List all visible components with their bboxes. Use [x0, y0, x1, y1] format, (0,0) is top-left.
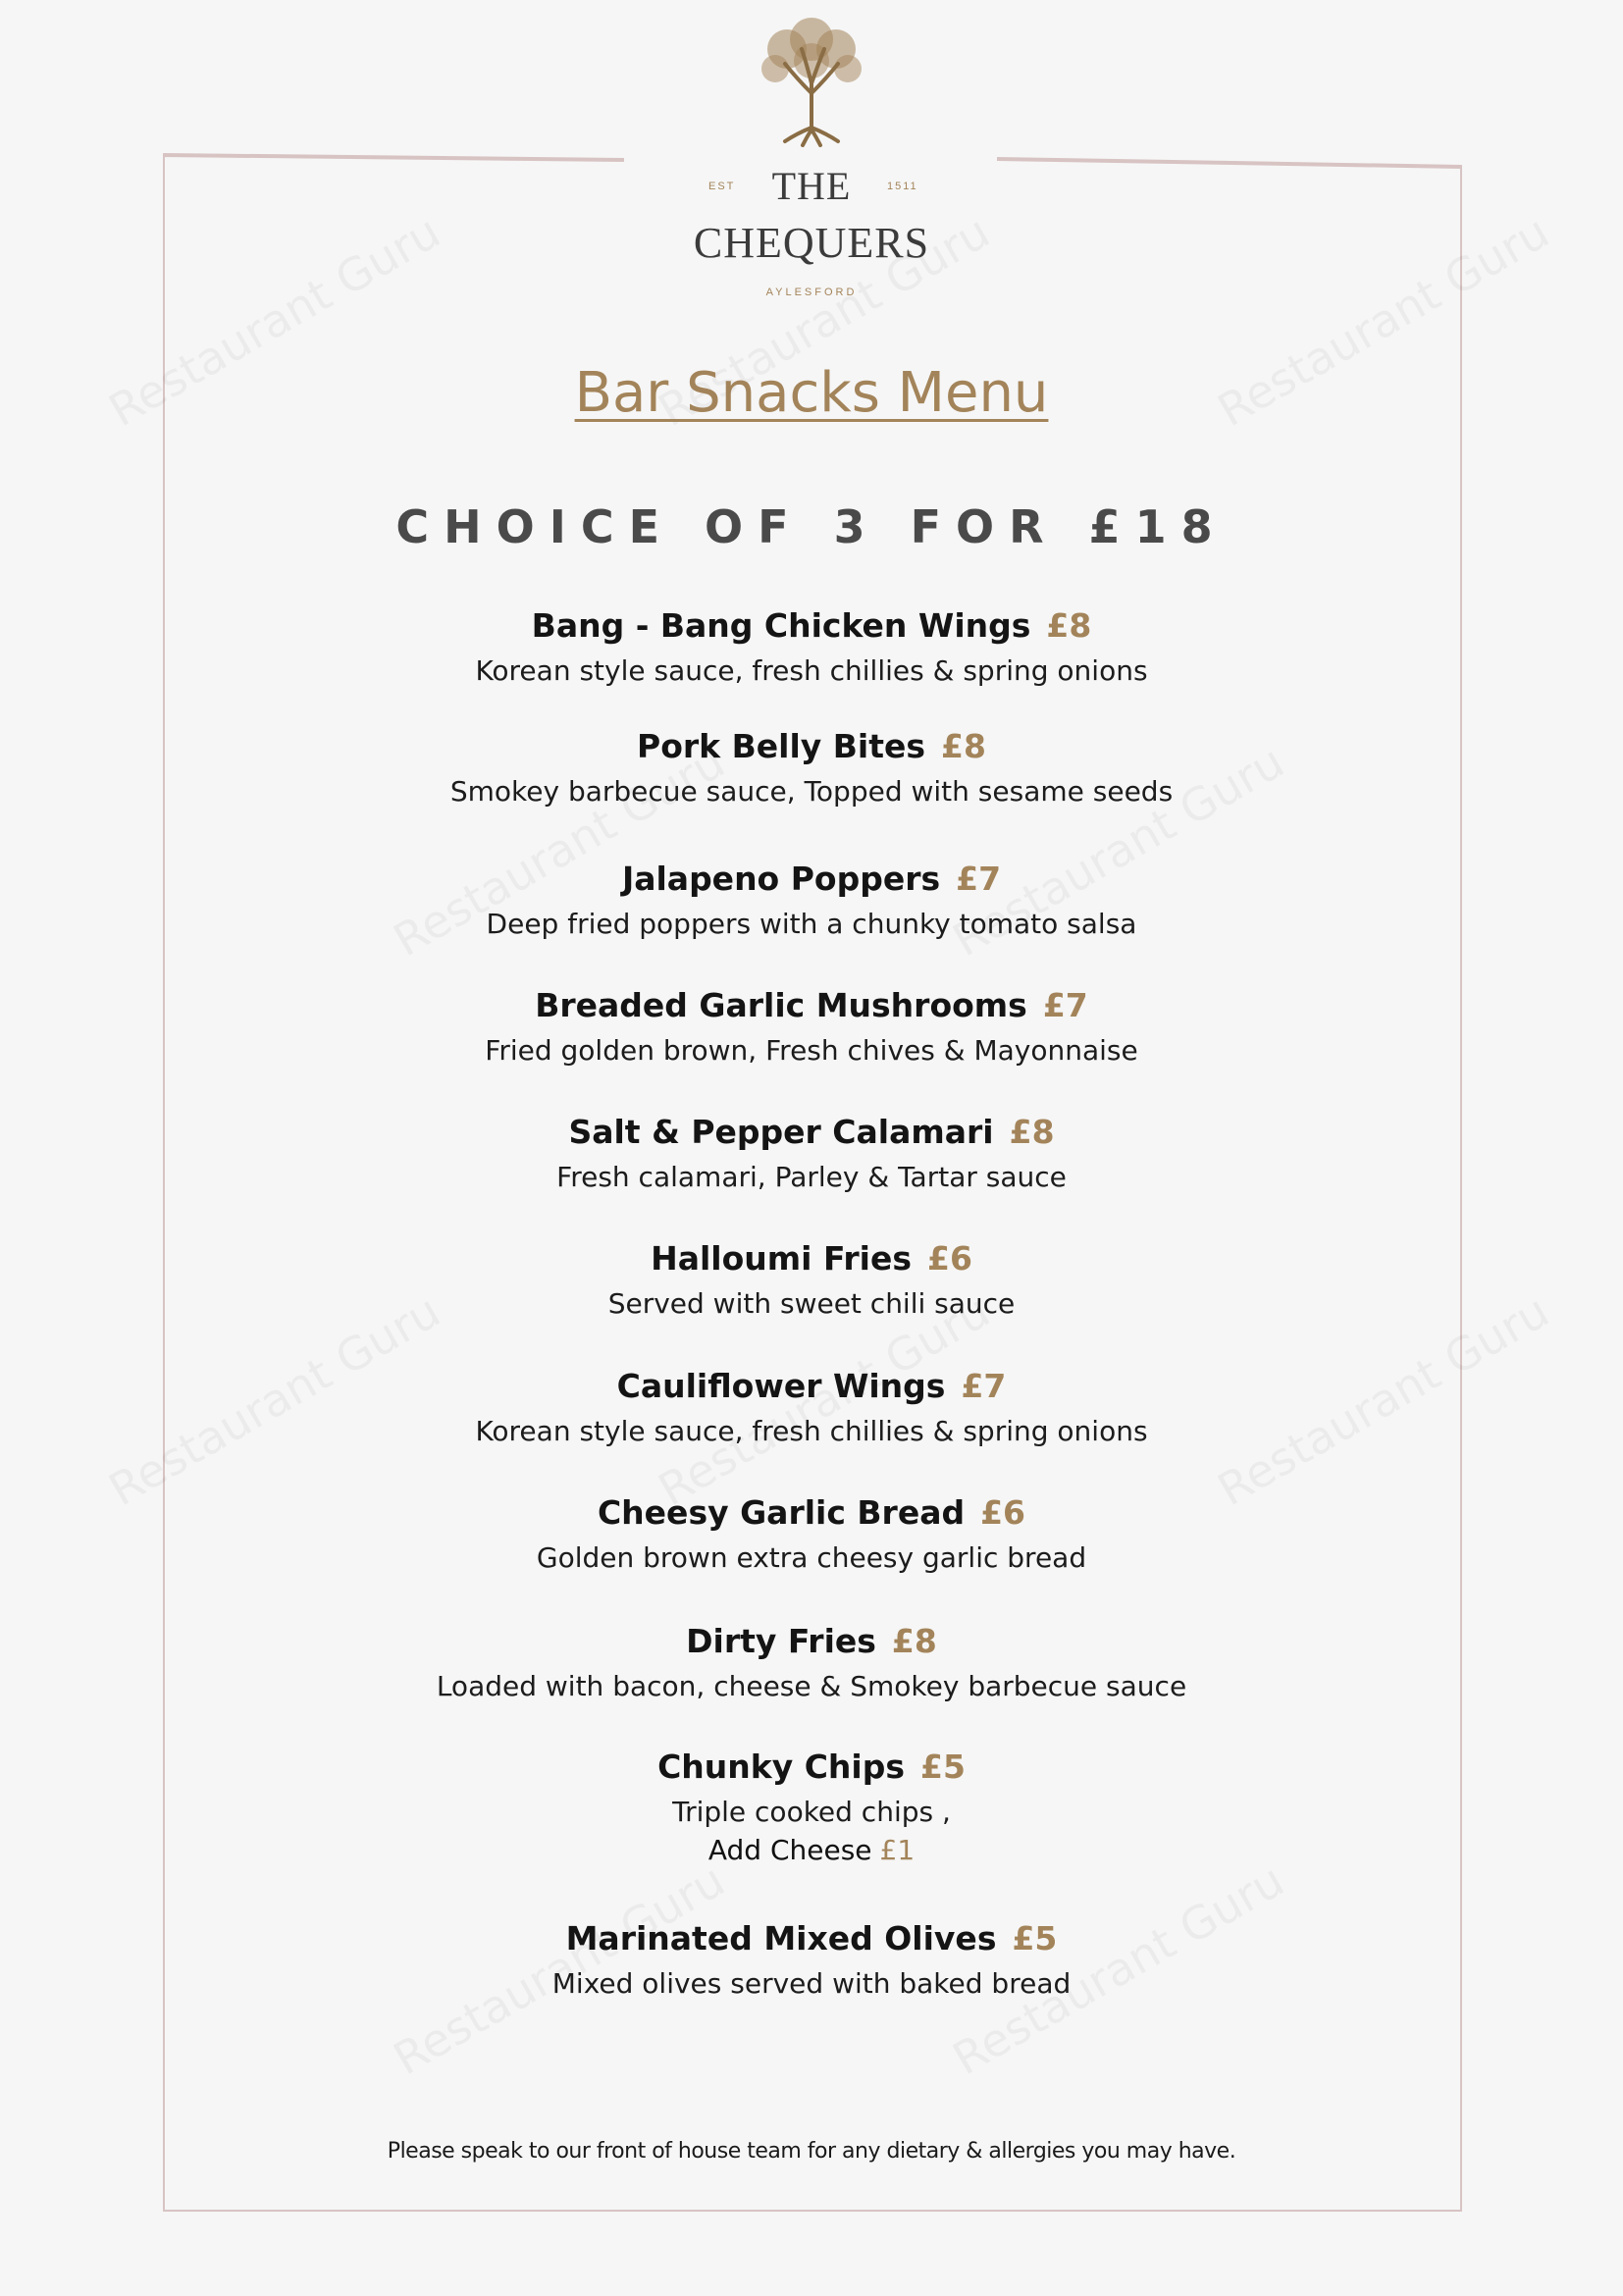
menu-item: [0, 1493, 1623, 1574]
logo-est: EST: [708, 181, 736, 192]
item-name: Dirty Fries: [686, 1622, 876, 1660]
menu-item: [0, 1748, 1623, 1866]
item-description: Mixed olives served with baked bread: [551, 1967, 1072, 2000]
menu-item: [0, 1113, 1623, 1193]
logo-year: 1511: [887, 181, 918, 192]
item-price: £8: [891, 1622, 937, 1660]
menu-item: [0, 1239, 1623, 1320]
menu-item: [0, 986, 1623, 1067]
item-description: Fried golden brown, Fresh chives & Mayonnaise: [485, 1034, 1138, 1067]
item-price: £7: [956, 860, 1002, 898]
item-description: Loaded with bacon, cheese & Smokey barbecue sauce: [436, 1670, 1187, 1702]
item-name: Pork Belly Bites: [637, 727, 926, 765]
item-description: Triple cooked chips ,: [672, 1796, 951, 1828]
item-name: Cauliflower Wings: [616, 1367, 946, 1405]
item-extra-label: Add Cheese: [707, 1834, 872, 1866]
offer-heading: CHOICE OF 3 FOR £18: [395, 500, 1228, 553]
item-description: Korean style sauce, fresh chillies & spring onions: [475, 1415, 1148, 1447]
menu-item: [0, 1367, 1623, 1447]
item-description: Fresh calamari, Parley & Tartar sauce: [556, 1161, 1067, 1193]
item-price: £8: [1046, 606, 1092, 645]
menu-item: [0, 860, 1623, 940]
logo-name-line2: CHEQUERS: [693, 219, 930, 267]
item-description: Served with sweet chili sauce: [607, 1287, 1016, 1320]
item-name: Bang - Bang Chicken Wings: [531, 606, 1031, 645]
item-name: Halloumi Fries: [651, 1239, 912, 1278]
item-price: £7: [1042, 986, 1088, 1024]
menu-item: [0, 1622, 1623, 1702]
menu-item: [0, 1919, 1623, 2000]
logo-location: AYLESFORD: [765, 287, 858, 298]
tree-icon: [748, 10, 875, 147]
item-price: £6: [980, 1493, 1026, 1532]
item-description: Smokey barbecue sauce, Topped with sesame seeds: [449, 775, 1174, 808]
item-name: Marinated Mixed Olives: [565, 1919, 997, 1957]
item-name: Jalapeno Poppers: [621, 860, 941, 898]
menu-item: [0, 606, 1623, 687]
item-name: Chunky Chips: [657, 1748, 905, 1786]
menu-title: Bar Snacks Menu: [574, 361, 1049, 425]
item-price: £5: [1012, 1919, 1058, 1957]
item-price: £5: [920, 1748, 966, 1786]
item-name: Cheesy Garlic Bread: [597, 1493, 966, 1532]
logo: [0, 10, 1623, 147]
item-price: £8: [1009, 1113, 1055, 1151]
item-extra-price: £1: [879, 1834, 916, 1866]
logo-name-line1: THE: [771, 164, 852, 208]
dietary-notice: Please speak to our front of house team for any dietary & allergies you may have.: [387, 2139, 1236, 2164]
menu-item: [0, 727, 1623, 808]
item-description: Golden brown extra cheesy garlic bread: [536, 1541, 1087, 1574]
item-name: Breaded Garlic Mushrooms: [535, 986, 1027, 1024]
item-price: £8: [941, 727, 986, 765]
item-description: Deep fried poppers with a chunky tomato salsa: [486, 908, 1137, 940]
item-price: £6: [926, 1239, 972, 1278]
item-description: Korean style sauce, fresh chillies & spring onions: [475, 654, 1148, 687]
item-price: £7: [961, 1367, 1007, 1405]
item-name: Salt & Pepper Calamari: [568, 1113, 994, 1151]
